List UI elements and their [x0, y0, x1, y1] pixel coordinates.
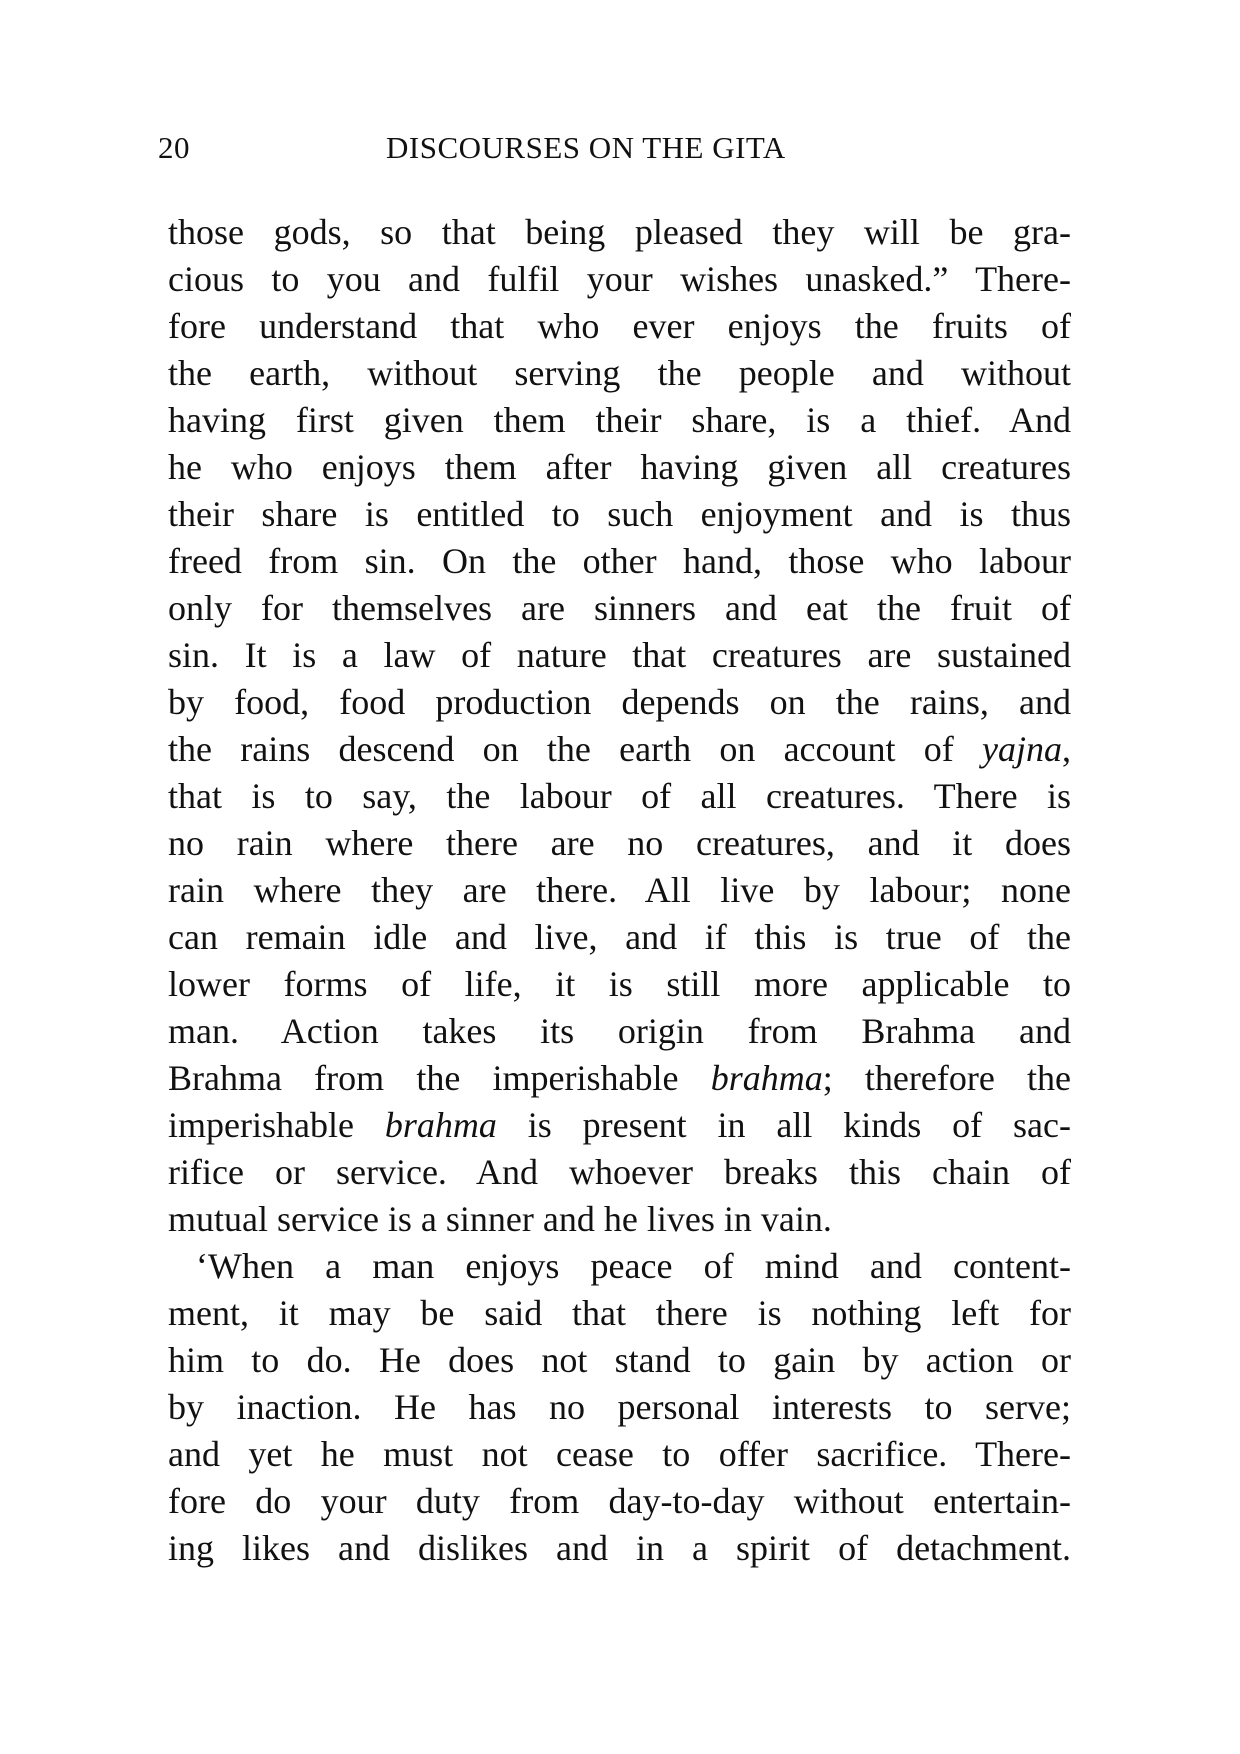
text-line: the earth, without serving the people and without	[168, 353, 1071, 393]
text-line: having first given them their share, is a thief. And	[168, 400, 1071, 440]
italic-term: brahma	[710, 1058, 823, 1098]
text-line: ing likes and dislikes and in a spirit of detachment.	[168, 1528, 1071, 1568]
text-line: fore do your duty from day-to-day without entertain-	[168, 1481, 1071, 1521]
text-line: by inaction. He has no personal interests to serve;	[168, 1387, 1071, 1427]
text-line	[168, 1055, 1071, 1102]
page-number: 20	[158, 130, 190, 165]
text-line: lower forms of life, it is still more applicable to	[168, 964, 1071, 1004]
running-head	[158, 128, 1062, 168]
text-line: ‘When a man enjoys peace of mind and content-	[196, 1246, 1071, 1286]
text-line: that is to say, the labour of all creatures. There is	[168, 776, 1071, 816]
text-line: man. Action takes its origin from Brahma and	[168, 1011, 1071, 1051]
text-line: him to do. He does not stand to gain by action or	[168, 1340, 1071, 1380]
text-segment: ; therefore the	[822, 1058, 1071, 1098]
text-line: mutual service is a sinner and he lives in vain.	[168, 1199, 832, 1239]
italic-term: brahma	[384, 1105, 497, 1145]
text-line	[168, 1102, 1071, 1149]
text-line: those gods, so that being pleased they will be gra-	[168, 212, 1071, 252]
italic-term: yajna	[982, 729, 1062, 769]
text-segment: imperishable	[168, 1105, 385, 1145]
text-line: freed from sin. On the other hand, those who labour	[168, 541, 1071, 581]
text-line: cious to you and fulfil your wishes unasked.” There-	[168, 259, 1071, 299]
text-line: he who enjoys them after having given all creatures	[168, 447, 1071, 487]
text-line: fore understand that who ever enjoys the fruits of	[168, 306, 1071, 346]
text-line: ment, it may be said that there is nothing left for	[168, 1293, 1071, 1333]
text-line: only for themselves are sinners and eat the fruit of	[168, 588, 1071, 628]
text-segment: is present in all kinds of sac-	[496, 1105, 1071, 1145]
body-text	[168, 209, 1071, 1572]
text-line: sin. It is a law of nature that creatures are sustained	[168, 635, 1071, 675]
text-line	[168, 726, 1071, 773]
text-segment: Brahma from the imperishable	[168, 1058, 711, 1098]
text-line: can remain idle and live, and if this is true of the	[168, 917, 1071, 957]
book-title: DISCOURSES ON THE GITA	[386, 130, 786, 165]
text-line: and yet he must not cease to offer sacrifice. There-	[168, 1434, 1071, 1474]
text-line: their share is entitled to such enjoyment and is thus	[168, 494, 1071, 534]
text-line: rifice or service. And whoever breaks this chain of	[168, 1152, 1071, 1192]
text-segment: the rains descend on the earth on account of	[168, 729, 983, 769]
text-line: rain where they are there. All live by labour; none	[168, 870, 1071, 910]
text-line: by food, food production depends on the rains, and	[168, 682, 1071, 722]
text-segment: ,	[1062, 729, 1071, 769]
text-line: no rain where there are no creatures, and it does	[168, 823, 1071, 863]
